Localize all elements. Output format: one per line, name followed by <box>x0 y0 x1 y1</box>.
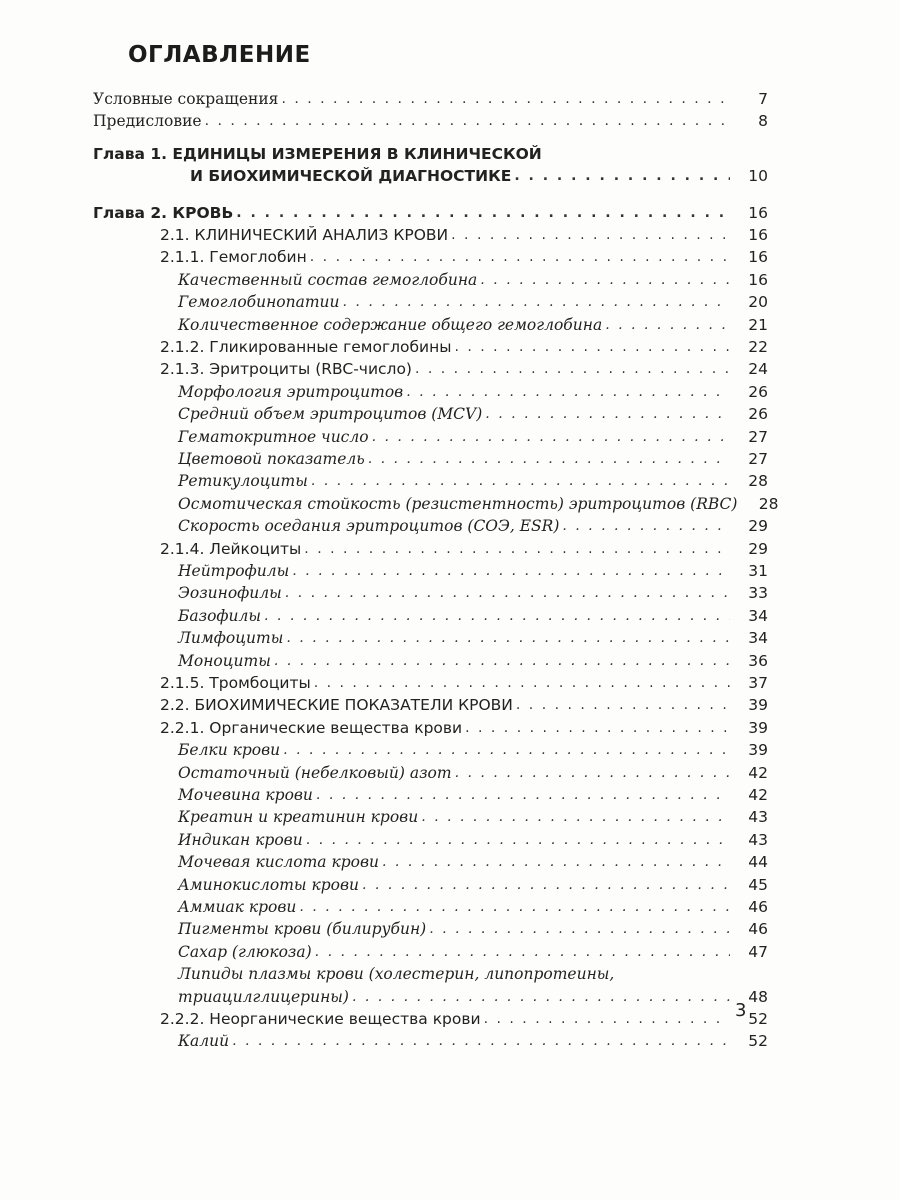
dot-leader <box>372 426 730 448</box>
toc-entry[interactable] <box>178 448 768 470</box>
dot-leader <box>605 314 730 336</box>
dot-leader <box>415 358 730 380</box>
dot-leader <box>292 560 730 582</box>
dot-leader <box>286 627 730 649</box>
toc-entry-label: Лимфоциты <box>178 629 284 648</box>
toc-entry[interactable] <box>178 739 768 761</box>
toc-entry-label: 2.2.1. Органические вещества крови <box>160 718 463 737</box>
toc-entry-page: 37 <box>748 674 768 692</box>
toc-entry-label: Калий <box>178 1032 230 1051</box>
toc-entry[interactable] <box>178 806 768 828</box>
toc-entry-label: Аминокислоты крови <box>178 875 359 894</box>
toc-entry-label: Аммиак крови <box>178 898 297 916</box>
toc-entry-label-line1: Глава 1. ЕДИНИЦЫ ИЗМЕРЕНИЯ В КЛИНИЧЕСКОЙ <box>93 144 542 163</box>
toc-entry-label: Базофилы <box>178 606 262 625</box>
toc-entry-label: 2.2.2. Неорганические вещества крови <box>160 1010 481 1028</box>
toc-entry-label: Осмотическая стойкость (резистентность) эритроцитов (RBC) <box>178 494 738 513</box>
dot-leader <box>451 224 730 246</box>
toc-entry-page: 27 <box>748 427 768 446</box>
toc-entry[interactable] <box>160 672 768 694</box>
toc-entry-page: 39 <box>748 696 768 715</box>
toc-entry-page: 31 <box>748 562 768 580</box>
toc-entry-page: 33 <box>748 584 768 603</box>
toc-entry-page: 21 <box>748 315 768 334</box>
toc-entry-page: 16 <box>748 248 768 267</box>
toc-entry-label: 2.1.2. Гликированные гемоглобины <box>160 338 452 356</box>
toc-entry-label: Креатин и креатинин крови <box>178 808 419 827</box>
toc-entry-label: Гемоглобинопатии <box>178 293 340 312</box>
dot-leader <box>455 762 730 784</box>
toc-entry[interactable] <box>160 717 768 739</box>
toc-entry[interactable] <box>178 403 768 425</box>
toc-entry-page: 52 <box>748 1032 768 1051</box>
toc-entry-label: 2.1.3. Эритроциты (RBC-число) <box>160 360 412 379</box>
dot-leader <box>236 202 730 224</box>
toc-entry[interactable] <box>178 1030 768 1052</box>
toc-entry[interactable] <box>93 88 768 110</box>
dot-leader <box>281 88 730 110</box>
toc-entry-label: Белки крови <box>178 741 281 760</box>
toc-entry-label: Глава 2. КРОВЬ <box>93 203 234 222</box>
toc-entry[interactable] <box>178 426 768 448</box>
toc-entry[interactable] <box>178 470 768 492</box>
toc-entry-label-line1: Липиды плазмы крови (холестерин, липопротеины, <box>178 965 615 984</box>
toc-entry-page: 42 <box>748 763 768 782</box>
dot-leader <box>285 582 730 604</box>
toc-entry-page: 26 <box>748 382 768 401</box>
toc-entry[interactable] <box>160 694 768 716</box>
toc-entry-page: 16 <box>748 226 768 244</box>
toc-entry-page: 48 <box>748 987 768 1006</box>
dot-leader <box>299 896 730 918</box>
toc-entry-label: Остаточный (небелковый) азот <box>178 763 452 782</box>
toc-entry-label: Средний объем эритроцитов (MCV) <box>178 405 483 424</box>
toc-entry-page: 10 <box>748 167 768 186</box>
toc-entry-page: 20 <box>748 293 768 312</box>
toc-entry[interactable] <box>178 493 779 515</box>
toc-entry-label: Гематокритное число <box>178 427 369 446</box>
dot-leader <box>315 941 730 963</box>
toc-entry-page: 28 <box>758 494 779 513</box>
toc-entry-page: 8 <box>758 112 768 131</box>
page-title: ОГЛАВЛЕНИЕ <box>128 42 311 68</box>
toc-entry[interactable] <box>178 918 768 940</box>
toc-entry-page: 27 <box>748 450 768 468</box>
toc-entry-page: 26 <box>748 405 768 424</box>
toc-entry[interactable] <box>178 784 768 806</box>
toc-entry-label: 2.2. БИОХИМИЧЕСКИЕ ПОКАЗАТЕЛИ КРОВИ <box>160 696 513 715</box>
toc-entry-label: Нейтрофилы <box>178 562 290 580</box>
dot-leader <box>205 110 730 132</box>
toc-entry[interactable] <box>178 291 768 313</box>
toc-entry-page: 7 <box>758 90 768 108</box>
toc-entry[interactable] <box>93 110 768 132</box>
toc-entry-page: 16 <box>748 270 768 289</box>
toc-entry-page: 46 <box>748 898 768 916</box>
dot-leader <box>382 851 730 873</box>
dot-leader <box>310 246 730 268</box>
toc-entry-label: Сахар (глюкоза) <box>178 942 312 961</box>
toc-entry-page: 43 <box>748 808 768 827</box>
toc-entry[interactable] <box>178 269 768 291</box>
toc-entry-page: 43 <box>748 830 768 849</box>
toc-entry-label: Мочевая кислота крови <box>178 853 379 872</box>
dot-leader <box>480 269 730 291</box>
toc-entry[interactable] <box>178 874 768 896</box>
toc-entry-label: триацилглицерины) <box>178 987 349 1006</box>
toc-entry-label: Качественный состав гемоглобина <box>178 270 478 289</box>
toc-entry[interactable] <box>178 986 768 1008</box>
toc-entry-page: 28 <box>748 472 768 491</box>
toc-entry[interactable] <box>178 582 768 604</box>
toc-entry[interactable] <box>160 224 768 246</box>
toc-entry-label: Эозинофилы <box>178 584 282 603</box>
toc-entry-label: Моноциты <box>178 651 271 670</box>
toc-entry[interactable] <box>178 851 768 873</box>
toc-entry[interactable] <box>190 165 768 187</box>
toc-entry-page: 24 <box>748 360 768 379</box>
toc-entry[interactable] <box>178 381 768 403</box>
toc-entry-label: Индикан крови <box>178 830 303 849</box>
toc-entry-label: 2.1.4. Лейкоциты <box>160 539 302 558</box>
toc-entry[interactable] <box>178 896 768 918</box>
toc-entry-label: Морфология эритроцитов <box>178 382 404 401</box>
dot-leader <box>465 717 730 739</box>
toc-entry-page: 36 <box>748 651 768 670</box>
dot-leader <box>283 739 730 761</box>
toc-entry-page: 39 <box>748 741 768 760</box>
toc-entry[interactable] <box>160 538 768 560</box>
toc-entry-label: 2.1.1. Гемоглобин <box>160 248 307 267</box>
toc-entry[interactable] <box>160 246 768 268</box>
dot-leader <box>264 605 730 627</box>
toc-entry[interactable] <box>160 358 768 380</box>
toc-entry[interactable] <box>178 941 768 963</box>
toc-entry[interactable] <box>178 650 768 672</box>
toc-entry-label: Мочевина крови <box>178 786 313 804</box>
dot-leader <box>406 381 730 403</box>
dot-leader <box>421 806 730 828</box>
dot-leader <box>485 403 730 425</box>
toc-entry-page: 39 <box>748 718 768 737</box>
toc-entry-page: 42 <box>748 786 768 804</box>
toc-entry-page: 16 <box>748 203 768 222</box>
toc-entry[interactable] <box>160 336 768 358</box>
toc-entry[interactable] <box>178 829 768 851</box>
toc-entry[interactable] <box>178 515 768 537</box>
dot-leader <box>316 784 730 806</box>
toc-entry-page: 44 <box>748 853 768 872</box>
dot-leader <box>311 470 730 492</box>
dot-leader <box>454 336 730 358</box>
toc-entry[interactable] <box>178 605 768 627</box>
page-number: 3 <box>735 1000 747 1021</box>
toc-entry[interactable] <box>178 762 768 784</box>
dot-leader <box>352 986 730 1008</box>
toc-entry-page: 47 <box>748 942 768 961</box>
toc-entry[interactable] <box>93 202 768 224</box>
toc-entry-page: 46 <box>748 920 768 939</box>
dot-leader <box>484 1008 730 1030</box>
dot-leader <box>343 291 730 313</box>
toc-entry[interactable] <box>178 314 768 336</box>
toc-entry-label: Количественное содержание общего гемоглобина <box>178 315 603 334</box>
dot-leader <box>514 165 730 187</box>
dot-leader <box>274 650 730 672</box>
toc-entry-page: 29 <box>748 539 768 558</box>
toc-entry-label: 2.1.5. Тромбоциты <box>160 674 311 692</box>
dot-leader <box>562 515 730 537</box>
dot-leader <box>362 874 730 896</box>
toc-entry-page: 52 <box>748 1010 768 1028</box>
dot-leader <box>429 918 730 940</box>
toc-entry-label: 2.1. КЛИНИЧЕСКИЙ АНАЛИЗ КРОВИ <box>160 226 449 244</box>
dot-leader <box>314 672 730 694</box>
dot-leader <box>368 448 730 470</box>
toc-entry-label: Пигменты крови (билирубин) <box>178 920 427 939</box>
dot-leader <box>232 1030 730 1052</box>
toc-entry-page: 29 <box>748 517 768 536</box>
toc-entry[interactable] <box>160 1008 768 1030</box>
toc-entry-page: 22 <box>748 338 768 356</box>
toc-entry[interactable] <box>178 627 768 649</box>
toc-entry-label: Цветовой показатель <box>178 450 365 468</box>
dot-leader <box>516 694 730 716</box>
toc-entry-label: И БИОХИМИЧЕСКОЙ ДИАГНОСТИКЕ <box>190 167 512 186</box>
toc-entry-page: 34 <box>748 606 768 625</box>
toc-entry-page: 45 <box>748 875 768 894</box>
dot-leader <box>306 829 730 851</box>
toc-entry[interactable] <box>178 560 768 582</box>
toc-entry-label: Ретикулоциты <box>178 472 308 491</box>
dot-leader <box>304 538 730 560</box>
toc-entry-label: Предисловие <box>93 112 202 131</box>
toc-entry-page: 34 <box>748 629 768 648</box>
toc-entry-label: Условные сокращения <box>93 90 279 108</box>
toc-entry-label: Скорость оседания эритроцитов (СОЭ, ESR) <box>178 517 560 536</box>
